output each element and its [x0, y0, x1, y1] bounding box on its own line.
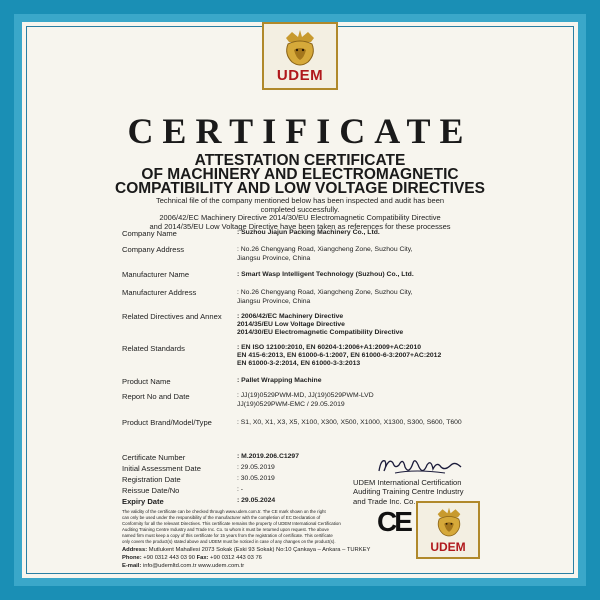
manufacturer-address-label: Manufacturer Address — [122, 288, 197, 297]
brand-model-label: Product Brand/Model/Type — [122, 418, 212, 427]
certificate-title: CERTIFICATE — [127, 111, 473, 151]
phone-value: +90 0312 443 03 90 — [141, 555, 197, 561]
company-name-label: Company Name — [122, 229, 177, 238]
directives-line-1: : 2006/42/EC Machinery Directive — [237, 313, 344, 320]
manufacturer-name-value: : Smart Wasp Intelligent Technology (Suzhou) Co., Ltd. — [237, 271, 414, 278]
standards-label: Related Standards — [122, 344, 185, 353]
reissue-date-label: Reissue Date/No — [122, 486, 180, 495]
product-name-label: Product Name — [122, 377, 171, 386]
registration-date-value: : 30.05.2019 — [237, 475, 275, 482]
intro-line-2: completed successfully. — [260, 205, 340, 214]
fine-print — [122, 509, 367, 544]
company-address-label: Company Address — [122, 245, 185, 254]
brand-model-value: : S1, X0, X1, X3, X5, X100, X300, X500, X1000, X1300, S300, S600, T600 — [237, 419, 462, 426]
cert-number-label: Certificate Number — [122, 453, 186, 462]
standards-line-3: EN 61000-3-2:2014, EN 61000-3-3:2013 — [237, 360, 361, 367]
attestation-line-1: ATTESTATION CERTIFICATE — [194, 152, 406, 169]
manufacturer-address-line-1: : No.26 Chengyang Road, Xiangcheng Zone, Suzhou City, — [237, 289, 413, 296]
directives-label: Related Directives and Annex — [122, 312, 222, 321]
initial-date-value: : 29.05.2019 — [237, 464, 275, 471]
udem-logo-top — [262, 22, 338, 90]
company-address-line-2: Jiangsu Province, China — [237, 255, 311, 262]
contact-phone-fax — [122, 555, 262, 562]
standards-line-1: : EN ISO 12100:2010, EN 60204-1:2006+A1:2009+AC:2010 — [237, 344, 422, 351]
udem-signature-line-1: UDEM International Certification — [353, 478, 462, 487]
intro-line-1: Technical file of the company mentioned below has been inspected and audit has been — [155, 196, 445, 205]
lion-crest-icon — [278, 28, 322, 70]
fine-print-line-6: only covers the product(s) stated above and UDEM must be noticed in case of any changes on the product(s). — [122, 538, 336, 544]
udem-logo-bottom — [416, 501, 480, 559]
udem-signature-line-2: Auditing Training Centre Industry — [353, 487, 464, 497]
intro-line-3: 2006/42/EC Machinery Directive 2014/30/EU Electromagnetic Compatibility Directive — [159, 213, 441, 222]
expiry-date-value: : 29.05.2024 — [237, 497, 276, 504]
company-name-value: : Suzhou Jiajun Packing Machinery Co., Ltd. — [237, 229, 380, 236]
fine-print-line-1: The validity of the certificate can be checked through www.udem.com.tr. The CE mark shown on the right — [122, 509, 326, 514]
fax-label: Fax: — [196, 555, 209, 561]
udem-signature-line-3: and Trade Inc. Co. — [353, 496, 416, 506]
fine-print-line-5: named firm must keep a copy of this certificate for 15 years from the registration of certificate. This certificate — [122, 532, 333, 538]
fine-print-line-3: Conformity for all the relevant Directives. This certificate remains the property of UDEM International Certification — [122, 520, 341, 526]
attestation-line-2: OF MACHINERY AND ELECTROMAGNETIC — [141, 166, 459, 183]
intro-line-4: and 2014/35/EU Low Voltage Directive have been taken as references for these processes — [149, 222, 451, 231]
company-address-line-1: : No.26 Chengyang Road, Xiangcheng Zone, Suzhou City, — [237, 246, 413, 253]
reissue-date-value: : - — [237, 486, 244, 493]
expiry-date-label: Expiry Date — [122, 497, 164, 506]
manufacturer-name-label: Manufacturer Name — [122, 270, 190, 279]
directives-line-2: 2014/35/EU Low Voltage Directive — [237, 321, 345, 328]
standards-line-2: EN 415-6:2013, EN 61000-6-1:2007, EN 61000-6-3:2007+AC:2012 — [237, 352, 442, 359]
initial-date-label: Initial Assessment Date — [122, 464, 201, 473]
report-label: Report No and Date — [122, 392, 190, 401]
report-line-2: JJ(19)0529PWM-EMC / 29.05.2019 — [237, 401, 345, 408]
registration-date-label: Registration Date — [122, 475, 181, 484]
fine-print-line-2: can only be used under the responsibility of the manufacturer with the completion of EC Declaration of — [122, 514, 321, 520]
contact-email — [122, 563, 244, 570]
signature — [375, 453, 465, 479]
lion-crest-small-icon — [431, 506, 467, 540]
fine-print-line-4: Auditing Training Centre Industry and Trade Inc. Co. to whom it must be returned upon request. The above — [122, 526, 329, 532]
manufacturer-address-line-2: Jiangsu Province, China — [237, 298, 311, 305]
contact-address — [122, 547, 370, 554]
udem-logo-text: UDEM — [276, 67, 324, 84]
cert-number-value: : M.2019.206.C1297 — [237, 453, 299, 460]
attestation-line-3: COMPATIBILITY AND LOW VOLTAGE DIRECTIVES — [115, 180, 485, 197]
fax-value: +90 0312 443 03 76 — [208, 555, 262, 561]
udem-logo-bottom-text: UDEM — [430, 540, 466, 554]
address-value: Mutlukent Mahallesi 2073 Sokak (Eski 93 Sokak) No:10 Çankaya – Ankara – TURKEY — [147, 547, 371, 553]
product-name-value: : Pallet Wrapping Machine — [237, 377, 322, 384]
email-label: E-mail: — [122, 563, 142, 569]
ce-mark: CE — [377, 506, 410, 537]
directives-line-3: 2014/30/EU Electromagnetic Compatibility Directive — [237, 329, 404, 336]
email-value: info@udemltd.com.tr www.udem.com.tr — [141, 563, 245, 569]
phone-label: Phone: — [122, 555, 142, 561]
address-label: Address: — [122, 547, 148, 553]
report-line-1: : JJ(19)0529PWM-MD, JJ(19)0529PWM-LVD — [237, 392, 374, 399]
